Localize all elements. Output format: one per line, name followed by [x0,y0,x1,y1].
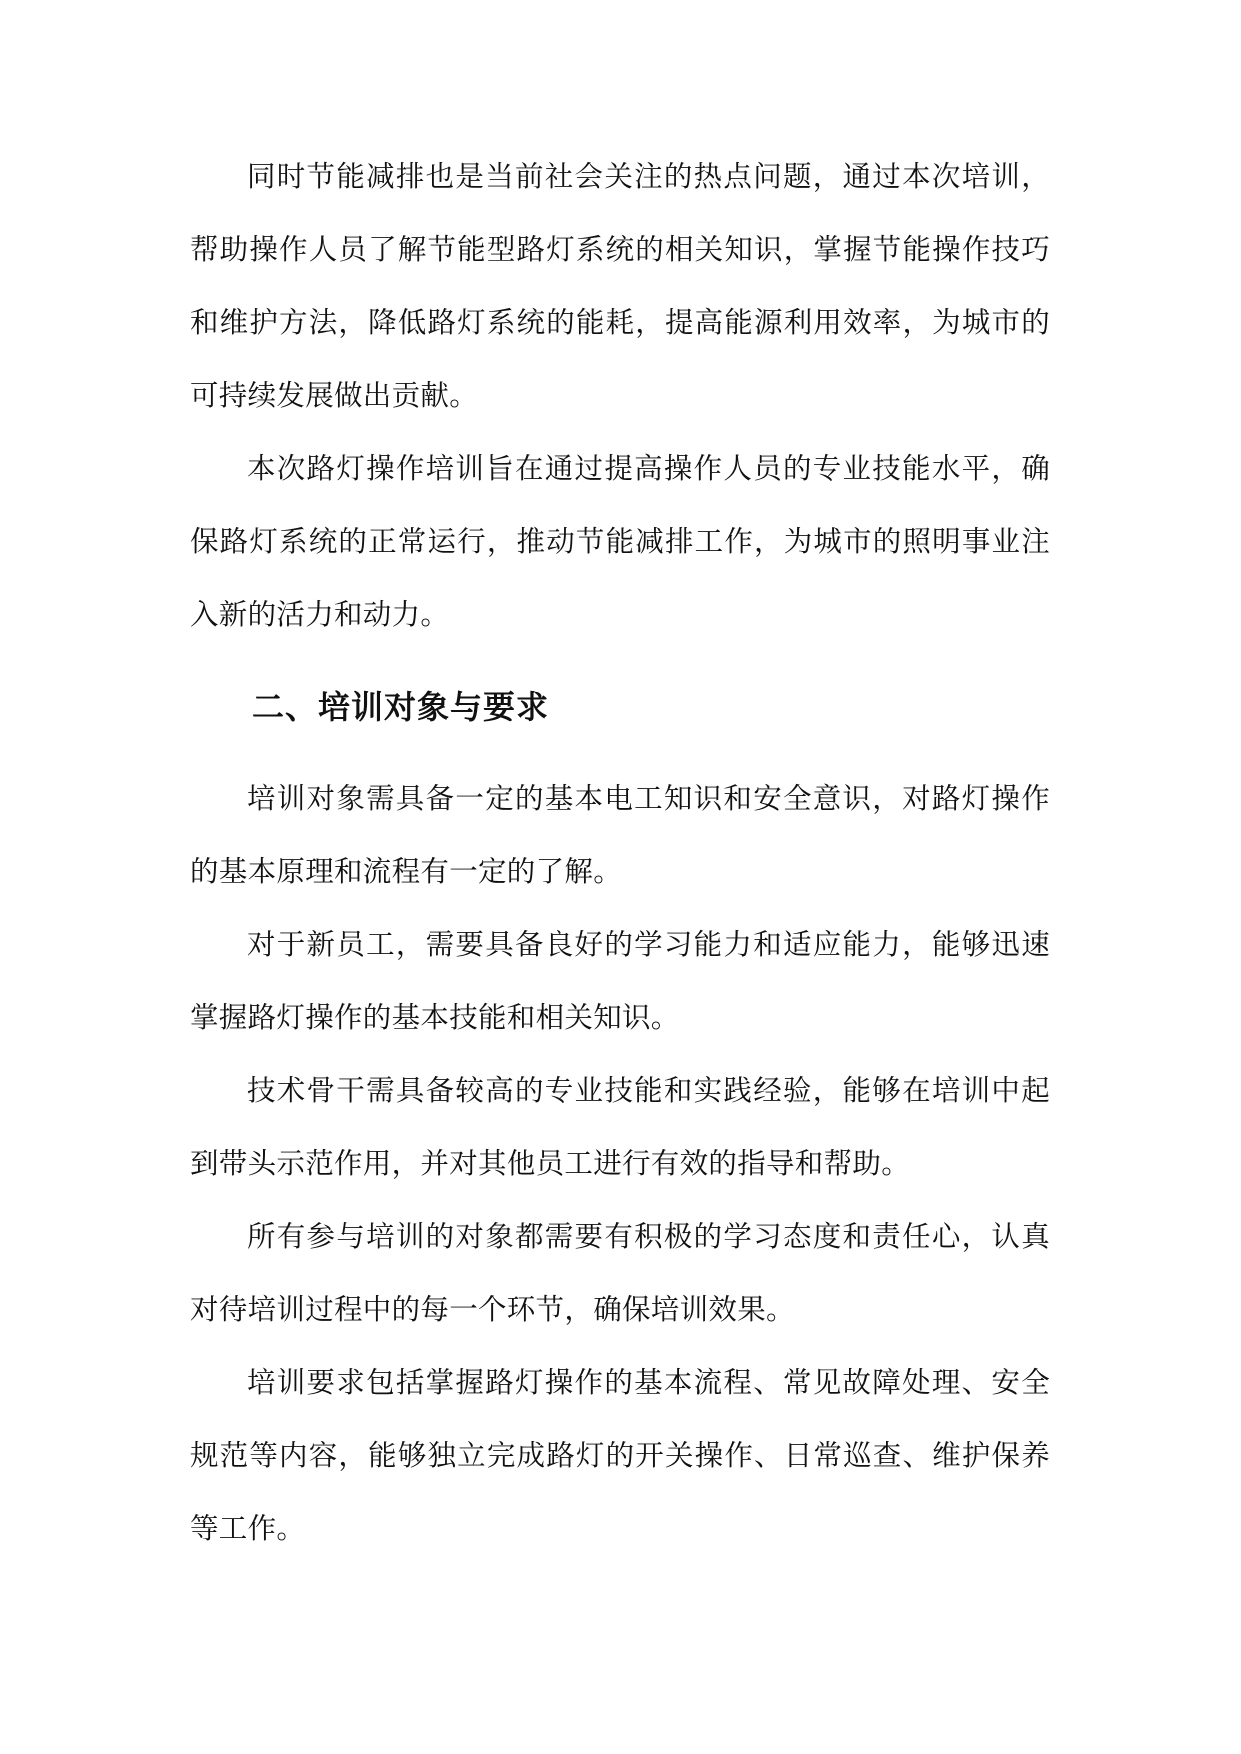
paragraph-training-purpose: 本次路灯操作培训旨在通过提高操作人员的专业技能水平，确保路灯系统的正常运行，推动节能减排工作，为城市的照明事业注入新的活力和动力。 [190,452,1050,631]
paragraph-new-staff: 对于新员工，需要具备良好的学习能力和适应能力，能够迅速掌握路灯操作的基本技能和相关知识。 [190,928,1050,1034]
paragraph-requirements: 培训要求包括掌握路灯操作的基本流程、常见故障处理、安全规范等内容，能够独立完成路灯的开关操作、日常巡查、维护保养等工作。 [190,1366,1050,1545]
paragraph-energy-saving: 同时节能减排也是当前社会关注的热点问题，通过本次培训，帮助操作人员了解节能型路灯系统的相关知识，掌握节能操作技巧和维护方法，降低路灯系统的能耗，提高能源利用效率，为城市的可持续发展做出贡献。 [190,160,1050,412]
section-heading: 二、培训对象与要求 [252,688,550,726]
paragraph-trainee-knowledge: 培训对象需具备一定的基本电工知识和安全意识，对路灯操作的基本原理和流程有一定的了解。 [190,782,1050,888]
paragraph-technical-staff: 技术骨干需具备较高的专业技能和实践经验，能够在培训中起到带头示范作用，并对其他员工进行有效的指导和帮助。 [190,1074,1050,1180]
paragraph-attitude: 所有参与培训的对象都需要有积极的学习态度和责任心，认真对待培训过程中的每一个环节，确保培训效果。 [190,1220,1050,1326]
document-body [190,140,1050,1565]
